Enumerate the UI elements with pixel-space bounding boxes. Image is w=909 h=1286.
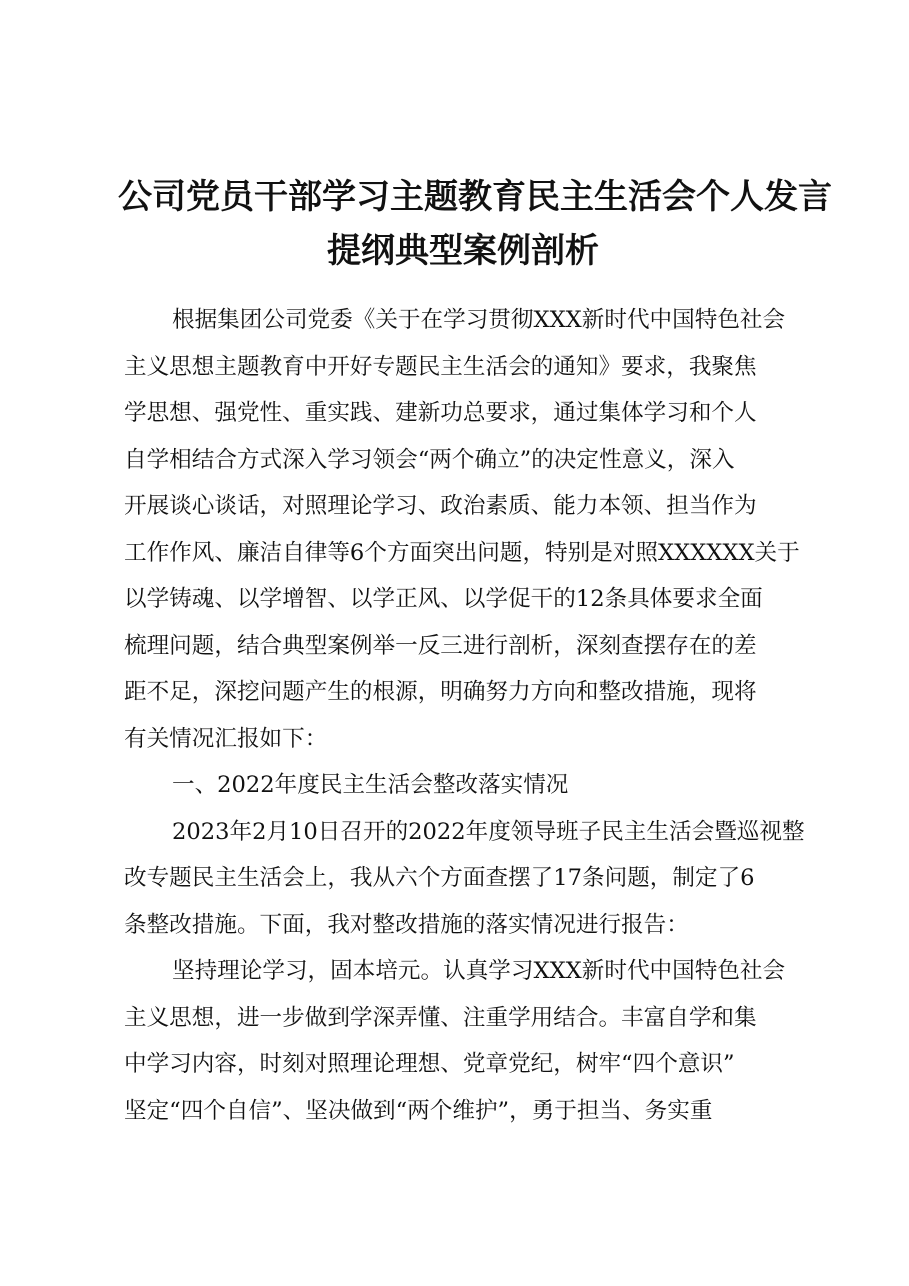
body-line: 坚持理论学习，固本培元。认真学习XXX新时代中国特色社会 — [172, 958, 786, 984]
body-line: 主义思想主题教育中开好专题民主生活会的通知》要求，我聚焦 — [124, 353, 757, 380]
body-line: 根据集团公司党委《关于在学习贯彻XXX新时代中国特色社会 — [172, 307, 786, 333]
body-line: 以学铸魂、以学增智、以学正风、以学促干的12条具体要求全面 — [124, 586, 763, 612]
body-line: 主义思想，进一步做到学深弄懂、注重学用结合。丰富自学和集 — [124, 1004, 757, 1031]
body-line: 2023年2月10日召开的2022年度领导班子民主生活会暨巡视整 — [172, 818, 805, 845]
body-line: 条整改措施。下面，我对整改措施的落实情况进行报告： — [124, 911, 689, 938]
body-line: 学思想、强党性、重实践、建新功总要求，通过集体学习和个人 — [124, 400, 757, 426]
body-line: 工作作风、廉洁自律等6个方面突出问题，特别是对照XXXXXX关于 — [124, 539, 800, 566]
body-line: 开展谈心谈话，对照理论学习、政治素质、能力本领、担当作为 — [124, 493, 757, 519]
body-line: 一、2022年度民主生活会整改落实情况 — [172, 772, 569, 798]
body-line: 坚定“四个自信”、坚决做到“两个维护”，勇于担当、务实重 — [124, 1097, 713, 1124]
body-line: 梳理问题，结合典型案例举一反三进行剖析，深刻查摆存在的差 — [124, 632, 757, 659]
body-line: 距不足，深挖问题产生的根源，明确努力方向和整改措施，现将 — [124, 679, 757, 705]
body-line: 有关情况汇报如下： — [124, 725, 328, 752]
body-line: 自学相结合方式深入学习领会“两个确立”的决定性意义，深入 — [124, 446, 735, 473]
document-title — [118, 170, 832, 278]
document-body — [124, 297, 824, 1134]
body-line: 中学习内容，时刻对照理论理想、党章党纪，树牢“四个意识” — [124, 1051, 735, 1077]
body-line: 改专题民主生活会上，我从六个方面查摆了17条问题，制定了6 — [124, 865, 755, 891]
title-line-1: 公司党员干部学习主题教育民主生活会个人发言 — [118, 177, 832, 217]
title-line-2: 提纲典型案例剖析 — [327, 231, 599, 271]
